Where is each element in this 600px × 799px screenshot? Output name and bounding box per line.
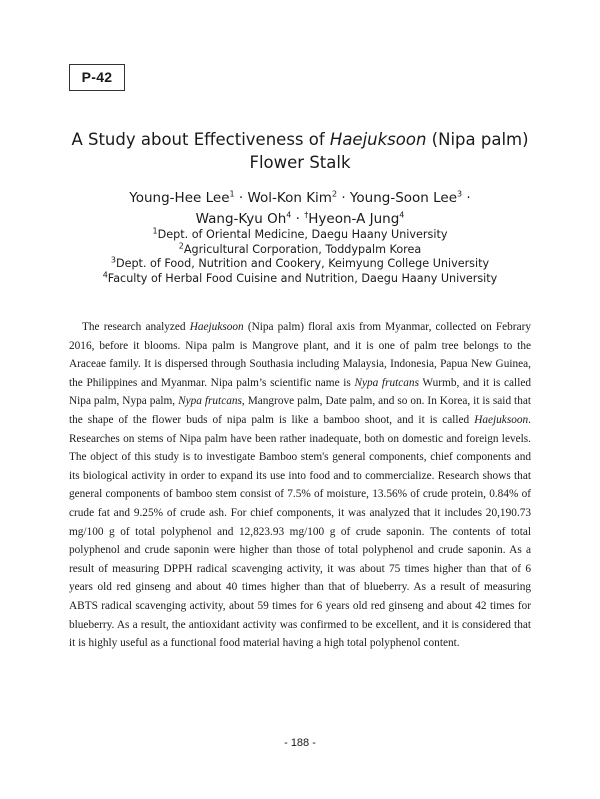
author-name: Young-Hee Lee$^1$ [129,189,235,206]
scientific-term: Nypa frutcans [354,376,419,389]
abstract-text: Wurmb, and it is called Nipa palm, Nypa palm, [69,376,531,408]
affiliation-list [0,228,600,286]
affiliation-mark: 3 [457,189,463,199]
scientific-term: Haejuksoon [474,413,529,426]
title-line-2: Flower Stalk [249,153,351,172]
author-line-1 [0,188,600,209]
affiliation-mark: 1 [229,189,235,199]
author-name: †Hyeon-A Jung$^4$ [304,210,405,227]
affiliation-line: $^3$Dept. of Food, Nutrition and Cookery, Keimyung College University [110,255,490,270]
author-separator: · [337,190,350,206]
title-text: A Study about Effectiveness of [71,130,330,149]
author-separator: · [462,190,471,206]
affiliation-line: $^2$Agricultural Corporation, Toddypalm Korea [178,240,422,256]
abstract-body [69,318,531,653]
scientific-term: Haejuksoon [189,321,244,333]
author-name: Wol-Kon Kim$^2$ [247,189,338,206]
affiliation-line: $^1$Dept. of Oriental Medicine, Daegu Haany University [152,226,448,241]
title-italic-term: Haejuksoon [329,130,427,149]
paper-title [0,128,600,174]
author-name: Young-Soon Lee$^3$ [349,189,463,206]
author-list [0,188,600,230]
abstract-text: The research analyzed [82,321,190,333]
abstract-text: . Researches on stems of Nipa palm have been rather inadequate, both on domestic and foreign levels. The object of this study is to investigate Bamboo stem's general components, chief components and its biological activity in order to expand its use into food and to commercialize. Research shows that general components of bamboo stem consist of 7.5% of moisture, 13.56% of crude protein, 0.84% of crude fat and 9.25% of crude ash. For chief components, it was analyzed that it includes 20,190.73 mg/100 g of total polyphenol and 12,823.93 mg/100 g of crude saponin. The contents of total polyphenol and crude saponin were higher than those of total polyphenol and crude saponin. As a result of measuring DPPH radical scavenging activity, it was about 75 times higher than that of 6 years old red ginseng and about 40 times higher than that of blueberry. As a result of measuring ABTS radical scavenging activity, about 59 times for 6 years old red ginseng and about 42 times for blueberry. As a result, the antioxidant activity was confirmed to be excellent, and it is considered that it is highly useful as a functional food material having a high total polyphenol content. [69,413,531,650]
abstract-text: (Nipa palm) floral axis from Myanmar, collected on Febrary 2016, before it blooms. Nipa palm is Mangrove plant, and it is one of palm tree belongs to the Araceae family. It is dispersed through Southasia including Malaysia, Indonesia, Papua New Guinea, the Philippines and Myanmar. Nipa palm’s scientific name is [69,321,531,389]
title-line-1 [0,128,600,151]
author-separator: · [291,211,305,227]
title-text: (Nipa palm) [426,130,529,149]
author-line-2 [0,209,600,230]
author-name: Wang-Kyu Oh$^4$ [195,210,292,227]
corresponding-mark: † [304,210,309,220]
affiliation-mark: 2 [331,189,338,199]
affiliation-mark: 4 [399,210,405,220]
scientific-term: Nypa frutcans [178,395,242,408]
poster-code-label: P-42 [69,64,125,91]
affiliation-mark: 4 [286,210,292,220]
author-separator: · [234,190,248,206]
abstract-text: , Mangrove palm, Date palm, and so on. In Korea, it is said that the shape of the flower buds of nipa palm is like a bamboo shoot, and it is called [69,395,531,426]
page-number: - 188 - [284,737,316,749]
affiliation-line: $^4$Faculty of Herbal Food Cuisine and Nutrition, Daegu Haany University [102,269,498,285]
